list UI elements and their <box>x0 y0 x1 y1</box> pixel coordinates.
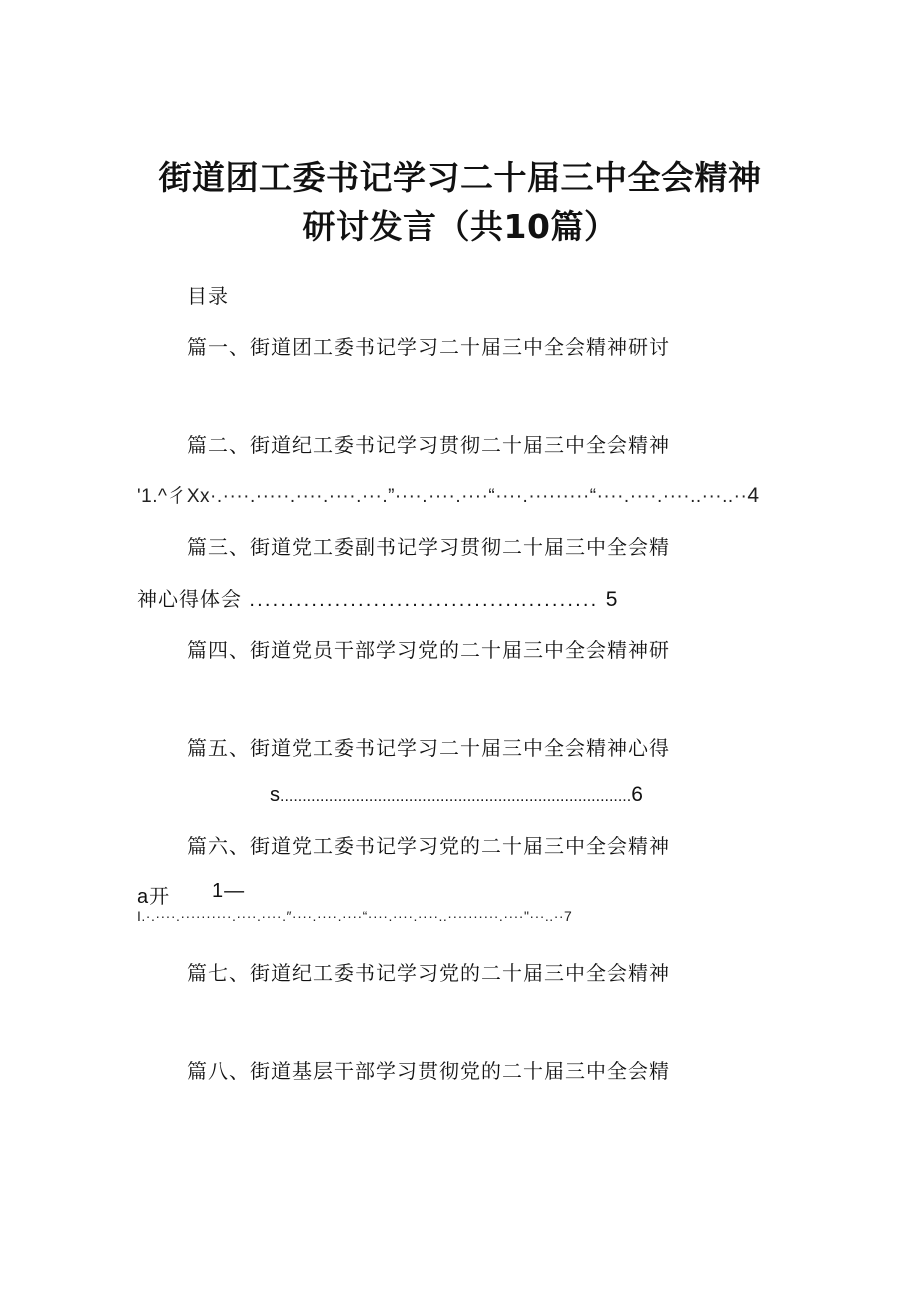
toc-entry-5: 篇五、街道党工委书记学习二十届三中全会精神心得 <box>187 736 670 760</box>
toc-entry-3-cont <box>137 583 618 612</box>
toc-entry-4: 篇四、街道党员干部学习党的二十届三中全会精神研 <box>187 638 670 662</box>
toc-heading: 目录 <box>187 284 229 308</box>
document-title-line2: 研讨发言（共10篇） <box>302 207 618 246</box>
toc-entry-2-ocr-text: '1.^彳Xx·.····.·····.····.····.···.”····.····.····“····.·········“····.····.····..···..·· <box>137 486 748 507</box>
toc-entry-3-cont-text: 神心得体会 <box>137 587 242 611</box>
document-title-line1: 街道团工委书记学习二十届三中全会精神 <box>158 158 762 197</box>
toc-entry-2-page: 4 <box>747 484 760 507</box>
toc-entry-3: 篇三、街道党工委副书记学习贯彻二十届三中全会精 <box>187 535 670 559</box>
toc-entry-1: 篇一、街道团工委书记学习二十届三中全会精神研讨 <box>187 335 670 359</box>
toc-entry-2-ocr-line <box>137 481 760 508</box>
toc-entry-6-ocr-line: I.·.····.··········.····.····.″····.····.····“····.····.····..··········.····"···..··7 <box>137 908 573 924</box>
toc-entry-6-ocr-a: a开 <box>137 886 171 908</box>
toc-entry-3-page: 5 <box>605 588 619 611</box>
toc-entry-5-cont <box>270 783 643 807</box>
toc-entry-6: 篇六、街道党工委书记学习党的二十届三中全会精神 <box>187 834 670 858</box>
toc-entry-2: 篇二、街道纪工委书记学习贯彻二十届三中全会精神 <box>187 433 670 457</box>
toc-entry-5-page: 6 <box>631 783 643 806</box>
toc-entry-3-leader: ............................................. <box>249 589 599 611</box>
toc-entry-5-leader: ............................................................................... <box>280 788 632 805</box>
toc-entry-7: 篇七、街道纪工委书记学习党的二十届三中全会精神 <box>187 961 670 985</box>
toc-entry-8: 篇八、街道基层干部学习贯彻党的二十届三中全会精 <box>187 1059 670 1083</box>
toc-entry-5-cont-text: s <box>270 784 280 806</box>
toc-entry-6-ocr-b: 1— <box>212 880 246 902</box>
